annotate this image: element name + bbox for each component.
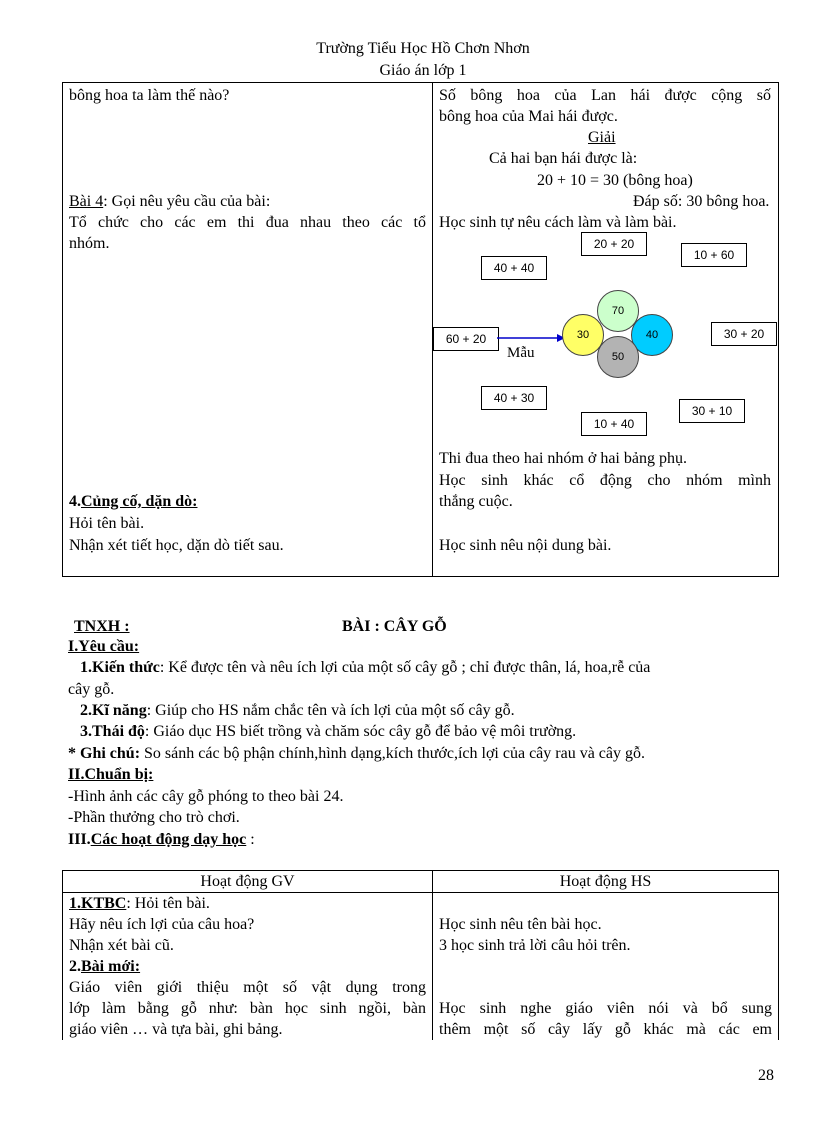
arrow-icon	[497, 331, 567, 345]
new-lesson-line	[69, 956, 426, 977]
text-line: Học sinh khác cổ động cho nhóm mình	[439, 472, 771, 489]
skill-line	[80, 702, 515, 720]
expr-box: 40 + 40	[481, 256, 547, 280]
text-line: thêm một số cây lấy gỗ khác mà các em	[439, 1021, 772, 1038]
text-line: thắng cuộc.	[439, 493, 513, 510]
subject-text: TNXH :	[74, 618, 130, 635]
text-line: Giáo viên giới thiệu một số vật dụng trong	[69, 979, 426, 996]
knowledge-text: : Kể được tên và nêu ích lợi của một số cây gỗ ; chỉ được thân, lá, hoa,rễ của	[159, 659, 651, 676]
ktbc-line	[69, 893, 426, 914]
text-line: Tổ chức cho các em thi đua nhau theo các tổ	[69, 214, 426, 231]
col-header-teacher: Hoạt động GV	[63, 871, 433, 893]
student-activities	[433, 893, 779, 1041]
knowledge-line	[80, 659, 650, 677]
lesson-title: BÀI : CÂY GỖ	[342, 618, 447, 635]
solution-label: Giải	[588, 129, 616, 146]
prep-item: -Hình ảnh các cây gỗ phóng to theo bài 24.	[68, 788, 344, 805]
section-number: III.	[68, 831, 91, 848]
text-line: Nhận xét bài cũ.	[69, 937, 174, 954]
school-header: Trường Tiểu Học Hồ Chơn Nhơn	[316, 40, 530, 57]
page-number: 28	[758, 1067, 774, 1084]
circle-40: 40	[631, 314, 673, 356]
student-column	[433, 83, 779, 577]
activity-table-top	[62, 82, 779, 577]
exercise-4-line	[69, 193, 270, 211]
text-line: Hỏi tên bài.	[69, 515, 145, 532]
knowledge-label: 1.Kiến thức	[80, 659, 160, 676]
teacher-activities	[63, 893, 433, 1041]
col-header-student: Hoạt động HS	[433, 871, 779, 893]
text-line: Cả hai bạn hái được là:	[489, 150, 638, 167]
text-line: Số bông hoa của Lan hái được cộng số	[439, 87, 771, 104]
text-line: bông hoa của Mai hái được.	[439, 108, 618, 125]
attitude-text: : Giáo dục HS biết trồng và chăm sóc cây gỗ để bảo vệ môi trường.	[144, 723, 577, 740]
circle-50: 50	[597, 336, 639, 378]
section-requirements	[68, 638, 139, 656]
note-text: So sánh các bộ phận chính,hình dạng,kích thước,ích lợi của cây rau và cây gỗ.	[140, 745, 646, 762]
text-line: Thi đua theo hai nhóm ở hai bảng phụ.	[439, 450, 687, 467]
attitude-label: 3.Thái độ	[80, 723, 145, 740]
expr-box: 20 + 20	[581, 232, 647, 256]
section-tail: :	[246, 831, 255, 848]
section-number: 4.	[69, 493, 81, 510]
lesson-plan-header: Giáo án lớp 1	[379, 62, 467, 79]
expr-box: 40 + 30	[481, 386, 547, 410]
text-line: lớp làm bằng gỗ như: bàn học sinh ngồi, bàn	[69, 1000, 426, 1017]
knowledge-line-2: cây gỗ.	[68, 681, 115, 698]
section-label: Bài mới:	[81, 958, 141, 975]
text-line: nhóm.	[69, 235, 110, 252]
text-line: Nhận xét tiết học, dặn dò tiết sau.	[69, 537, 284, 554]
text-line: bông hoa ta làm thế nào?	[69, 87, 230, 104]
note-line	[68, 745, 645, 763]
circle-70: 70	[597, 290, 639, 332]
skill-label: 2.Kĩ năng	[80, 702, 147, 719]
expr-box: 10 + 60	[681, 243, 747, 267]
skill-text: : Giúp cho HS nắm chắc tên và ích lợi của một số cây gỗ.	[146, 702, 515, 719]
section-label: I.Yêu cầu:	[68, 638, 140, 655]
expr-box: 30 + 20	[711, 322, 777, 346]
solution-heading	[588, 129, 616, 147]
expr-box: 30 + 10	[679, 399, 745, 423]
text-line: giáo viên … và tựa bài, ghi bảng.	[69, 1021, 283, 1038]
ktbc-text: : Hỏi tên bài.	[126, 895, 210, 912]
sample-label: Mẫu	[507, 345, 535, 361]
section-consolidation	[69, 493, 197, 511]
text-line: Học sinh nghe giáo viên nói và bổ sung	[439, 1000, 772, 1017]
note-label: * Ghi chú:	[68, 745, 141, 762]
answer-line: Đáp số: 30 bông hoa.	[633, 193, 770, 210]
text-line: 3 học sinh trả lời câu hỏi trên.	[439, 937, 631, 954]
text-line: Hãy nêu ích lợi của câu hoa?	[69, 916, 255, 933]
section-label: Củng cố, dặn dò:	[81, 493, 198, 510]
ktbc-label: 1.KTBC	[69, 895, 127, 912]
exercise-4-label: Bài 4	[69, 193, 104, 210]
equation-line: 20 + 10 = 30 (bông hoa)	[537, 172, 693, 189]
expr-box: 10 + 40	[581, 412, 647, 436]
text-line: Học sinh nêu tên bài học.	[439, 916, 602, 933]
expr-box-sample: 60 + 20	[433, 327, 499, 351]
exercise-4-text: : Gọi nêu yêu cầu của bài:	[103, 193, 271, 210]
activity-table-bottom	[62, 870, 779, 1040]
section-preparation	[68, 766, 153, 784]
attitude-line	[80, 723, 576, 741]
teacher-column	[63, 83, 433, 577]
text-line: Học sinh tự nêu cách làm và làm bài.	[439, 214, 677, 231]
section-label: Các hoạt động dạy học	[90, 831, 247, 848]
subject-label	[74, 618, 130, 636]
text-line: Học sinh nêu nội dung bài.	[439, 537, 612, 554]
circle-30: 30	[562, 314, 604, 356]
section-label: II.Chuẩn bị:	[68, 766, 154, 783]
section-number: 2.	[69, 958, 81, 975]
prep-item: -Phần thưởng cho trò chơi.	[68, 809, 240, 826]
section-activities	[68, 831, 255, 849]
